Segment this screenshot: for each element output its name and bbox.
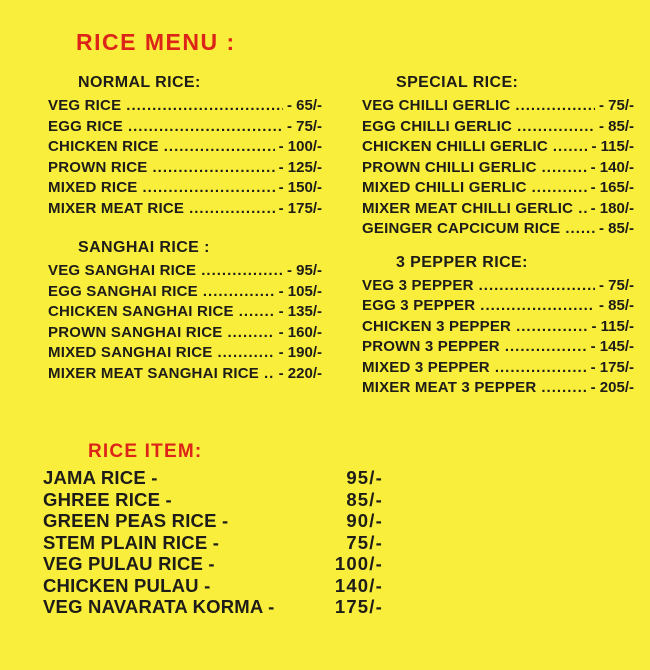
dot-leader xyxy=(553,137,588,158)
item-name: PROWN RICE xyxy=(48,158,148,176)
item-name: VEG PULAU RICE - xyxy=(43,553,215,574)
menu-item-row xyxy=(48,137,322,158)
item-price: - 75/- xyxy=(598,97,634,114)
section-heading: NORMAL RICE: xyxy=(78,74,201,91)
dot-leader xyxy=(516,317,587,338)
menu-item-row xyxy=(48,323,322,344)
menu-item-row xyxy=(48,343,322,364)
item-price: - 115/- xyxy=(591,317,634,335)
dot-leader xyxy=(495,358,587,379)
menu-item-row xyxy=(362,317,634,338)
menu-item-row xyxy=(362,337,634,358)
item-name: CHICKEN PULAU - xyxy=(43,574,211,596)
item-price: - 85/- xyxy=(598,117,634,135)
dot-leader xyxy=(217,343,274,364)
item-name: JAMA RICE - xyxy=(43,467,158,488)
item-price: - 115/- xyxy=(591,138,634,155)
item-name: CHICKEN RICE xyxy=(48,138,159,155)
menu-item-row xyxy=(48,364,322,385)
section-normal-rice xyxy=(48,74,322,219)
item-price: 90/- xyxy=(346,510,383,531)
dot-leader xyxy=(264,364,275,385)
dot-leader xyxy=(578,199,586,220)
item-price: - 105/- xyxy=(278,282,322,300)
menu-item-row xyxy=(362,96,634,117)
dot-leader xyxy=(143,178,275,199)
left-column xyxy=(48,74,322,384)
dot-leader xyxy=(565,219,595,240)
item-name: MIXED 3 PEPPER xyxy=(362,358,490,376)
item-price: - 135/- xyxy=(278,303,322,320)
dot-leader xyxy=(164,137,275,158)
item-name: GEINGER CAPCICUM RICE xyxy=(362,220,561,237)
item-price: 100/- xyxy=(334,553,383,574)
section-three-pepper-rice xyxy=(362,254,634,399)
item-name: PROWN CHILLI GERLIC xyxy=(362,158,537,176)
item-price: - 150/- xyxy=(278,179,322,196)
menu-item-row xyxy=(48,199,322,220)
dot-leader xyxy=(153,158,275,179)
item-price: - 220/- xyxy=(278,364,322,382)
menu-item-row xyxy=(362,219,634,240)
item-price: - 65/- xyxy=(286,97,322,114)
item-name: EGG 3 PEPPER xyxy=(362,297,476,314)
dot-leader xyxy=(227,323,274,344)
item-name: GHREE RICE - xyxy=(43,488,172,510)
dot-leader xyxy=(541,378,586,399)
item-price: - 165/- xyxy=(590,179,634,196)
item-name: EGG CHILLI GERLIC xyxy=(362,117,513,135)
item-price: - 205/- xyxy=(590,379,634,396)
menu-item-row xyxy=(362,296,634,317)
item-name: VEG CHILLI GERLIC xyxy=(362,97,511,114)
right-column xyxy=(362,74,634,399)
menu-item-row xyxy=(362,178,634,199)
item-price: - 175/- xyxy=(278,199,322,217)
menu-item-row xyxy=(48,178,322,199)
item-name: PROWN 3 PEPPER xyxy=(362,338,500,355)
menu-item-row xyxy=(48,158,322,179)
menu-item-row xyxy=(43,467,383,489)
menu-item-row xyxy=(362,276,634,297)
item-price: - 125/- xyxy=(278,158,322,176)
menu-item-row xyxy=(362,158,634,179)
menu-item-row xyxy=(362,199,634,220)
item-price: - 175/- xyxy=(590,358,634,376)
item-price: - 100/- xyxy=(278,138,322,155)
menu-item-row xyxy=(48,117,322,138)
item-name: MIXER MEAT SANGHAI RICE xyxy=(48,364,259,382)
item-name: VEG SANGHAI RICE xyxy=(48,262,197,279)
item-name: CHICKEN SANGHAI RICE xyxy=(48,303,234,320)
item-price: - 85/- xyxy=(598,297,634,314)
section-heading: RICE ITEM: xyxy=(88,441,203,462)
item-price: - 145/- xyxy=(590,338,634,355)
item-name: GREEN PEAS RICE - xyxy=(43,510,229,531)
dot-leader xyxy=(480,296,595,317)
item-name: CHICKEN 3 PEPPER xyxy=(362,317,512,335)
menu-item-row xyxy=(362,378,634,399)
dot-leader xyxy=(542,158,587,179)
item-price: 175/- xyxy=(334,596,383,617)
menu-item-row xyxy=(43,575,383,597)
menu-item-row xyxy=(43,553,383,575)
item-price: - 190/- xyxy=(278,344,322,361)
item-price: - 95/- xyxy=(286,262,322,279)
section-heading: 3 PEPPER RICE: xyxy=(396,253,528,271)
menu-item-row xyxy=(43,532,383,554)
item-price: 140/- xyxy=(334,574,383,596)
dot-leader xyxy=(532,178,587,199)
item-name: MIXER MEAT CHILLI GERLIC xyxy=(362,199,574,217)
menu-item-row xyxy=(362,117,634,138)
menu-item-row xyxy=(43,510,383,532)
item-name: MIXED CHILLI GERLIC xyxy=(362,179,527,196)
dot-leader xyxy=(126,96,283,117)
menu-item-row xyxy=(48,261,322,282)
dot-leader xyxy=(505,337,587,358)
item-name: MIXER MEAT 3 PEPPER xyxy=(362,379,537,396)
item-name: MIXER MEAT RICE xyxy=(48,199,185,217)
menu-item-row xyxy=(48,302,322,323)
item-name: PROWN SANGHAI RICE xyxy=(48,323,223,341)
item-name: MIXED RICE xyxy=(48,179,138,196)
dot-leader xyxy=(517,117,595,138)
item-name: MIXED SANGHAI RICE xyxy=(48,344,213,361)
item-name: CHICKEN CHILLI GERLIC xyxy=(362,138,548,155)
item-name: EGG RICE xyxy=(48,117,123,135)
item-price: - 75/- xyxy=(598,276,634,294)
dot-leader xyxy=(128,117,283,138)
item-price: - 75/- xyxy=(286,117,322,135)
menu-title: RICE MENU : xyxy=(76,29,236,55)
item-name: EGG SANGHAI RICE xyxy=(48,282,198,300)
dot-leader xyxy=(479,276,595,297)
menu-item-row xyxy=(362,137,634,158)
item-price: 95/- xyxy=(346,467,383,488)
item-price: - 180/- xyxy=(590,199,634,217)
item-name: VEG NAVARATA KORMA - xyxy=(43,596,275,617)
menu-item-row xyxy=(48,282,322,303)
section-heading: SPECIAL RICE: xyxy=(396,74,519,91)
section-special-rice xyxy=(362,74,634,240)
section-heading: SANGHAI RICE : xyxy=(78,239,210,256)
item-price: 85/- xyxy=(346,488,383,510)
dot-leader xyxy=(201,261,283,282)
dot-leader xyxy=(203,282,275,303)
item-price: 75/- xyxy=(346,531,383,553)
section-sanghai-rice xyxy=(48,239,322,384)
menu-item-row xyxy=(43,596,383,618)
menu-item-row xyxy=(43,489,383,511)
item-price: - 85/- xyxy=(598,220,634,237)
item-name: VEG RICE xyxy=(48,97,122,114)
section-rice-item xyxy=(43,441,383,618)
dot-leader xyxy=(189,199,275,220)
item-price: - 140/- xyxy=(590,158,634,176)
dot-leader xyxy=(239,302,275,323)
menu-item-row xyxy=(362,358,634,379)
item-name: STEM PLAIN RICE - xyxy=(43,531,220,553)
dot-leader xyxy=(515,96,595,117)
menu-item-row xyxy=(48,96,322,117)
item-price: - 160/- xyxy=(278,323,322,341)
item-name: VEG 3 PEPPER xyxy=(362,276,474,294)
